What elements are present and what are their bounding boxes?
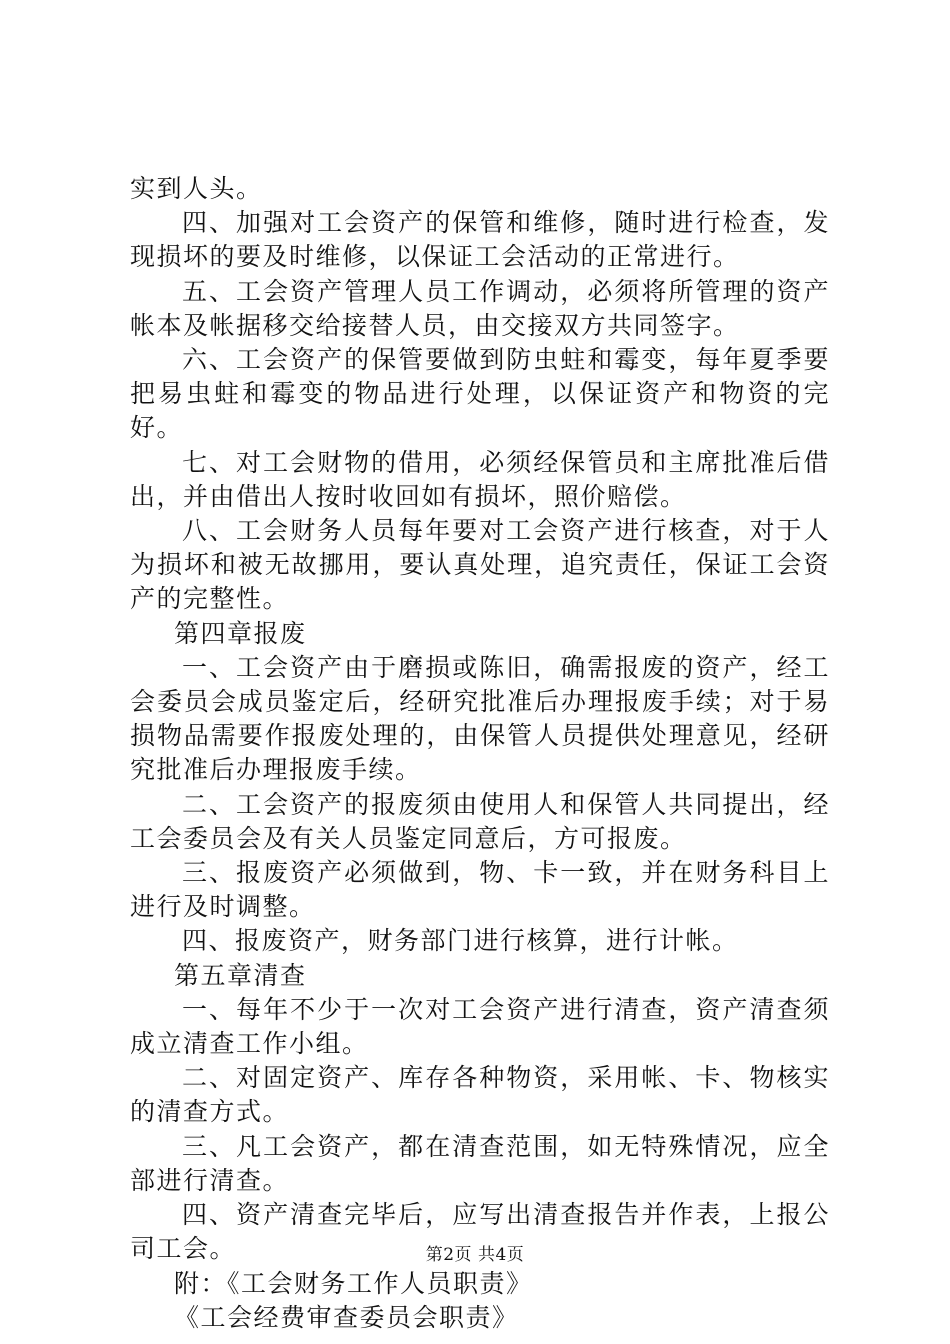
- paragraph-scrap-1: 一、工会资产由于磨损或陈旧，确需报废的资产，经工会委员会成员鉴定后，经研究批准后办理报废手续；对于易损物品需要作报废处理的，由保管人员提供处理意见，经研究批准后办理报废手续。: [130, 652, 830, 785]
- paragraph-clause-7: 七、对工会财物的借用，必须经保管员和主席批准后借出，并由借出人按时收回如有损坏，照价赔偿。: [130, 447, 830, 511]
- paragraph-audit-4: 四、资产清查完毕后，应写出清查报告并作表，上报公司工会。: [130, 1200, 830, 1264]
- chapter-heading-4: 第四章报废: [174, 618, 307, 648]
- paragraph-scrap-3: 三、报废资产必须做到，物、卡一致，并在财务科目上进行及时调整。: [130, 858, 830, 922]
- document-body: [130, 172, 830, 1335]
- paragraph-scrap-2: 二、工会资产的报废须由使用人和保管人共同提出，经工会委员会及有关人员鉴定同意后，方可报废。: [130, 789, 830, 853]
- paragraph-clause-8: 八、工会财务人员每年要对工会资产进行核查，对于人为损坏和被无故挪用，要认真处理，追究责任，保证工会资产的完整性。: [130, 516, 830, 614]
- paragraph-continuation: 实到人头。: [130, 174, 263, 203]
- page-number: 第2页 共4页: [425, 1245, 525, 1265]
- appendix-line-2: 《工会经费审查委员会职责》: [174, 1302, 519, 1332]
- chapter-heading-5: 第五章清查: [174, 960, 307, 990]
- appendix-line-1: 附：《工会财务工作人员职责》: [174, 1268, 533, 1298]
- paragraph-scrap-4: 四、报废资产，财务部门进行核算，进行计帐。: [182, 926, 739, 956]
- paragraph-clause-4: 四、加强对工会资产的保管和维修，随时进行检查，发现损坏的要及时维修，以保证工会活动的正常进行。: [130, 208, 830, 272]
- paragraph-audit-3: 三、凡工会资产，都在清查范围，如无特殊情况，应全部进行清查。: [130, 1131, 830, 1195]
- paragraph-clause-5: 五、工会资产管理人员工作调动，必须将所管理的资产帐本及帐据移交给接替人员，由交接双方共同签字。: [130, 276, 830, 340]
- page-footer: [0, 1240, 950, 1265]
- paragraph-audit-1: 一、每年不少于一次对工会资产进行清查，资产清查须成立清查工作小组。: [130, 994, 830, 1059]
- paragraph-clause-6: 六、工会资产的保管要做到防虫蛀和霉变，每年夏季要把易虫蛀和霉变的物品进行处理，以保证资产和物资的完好。: [130, 345, 830, 443]
- paragraph-audit-2: 二、对固定资产、库存各种物资，采用帐、卡、物核实的清查方式。: [130, 1063, 830, 1127]
